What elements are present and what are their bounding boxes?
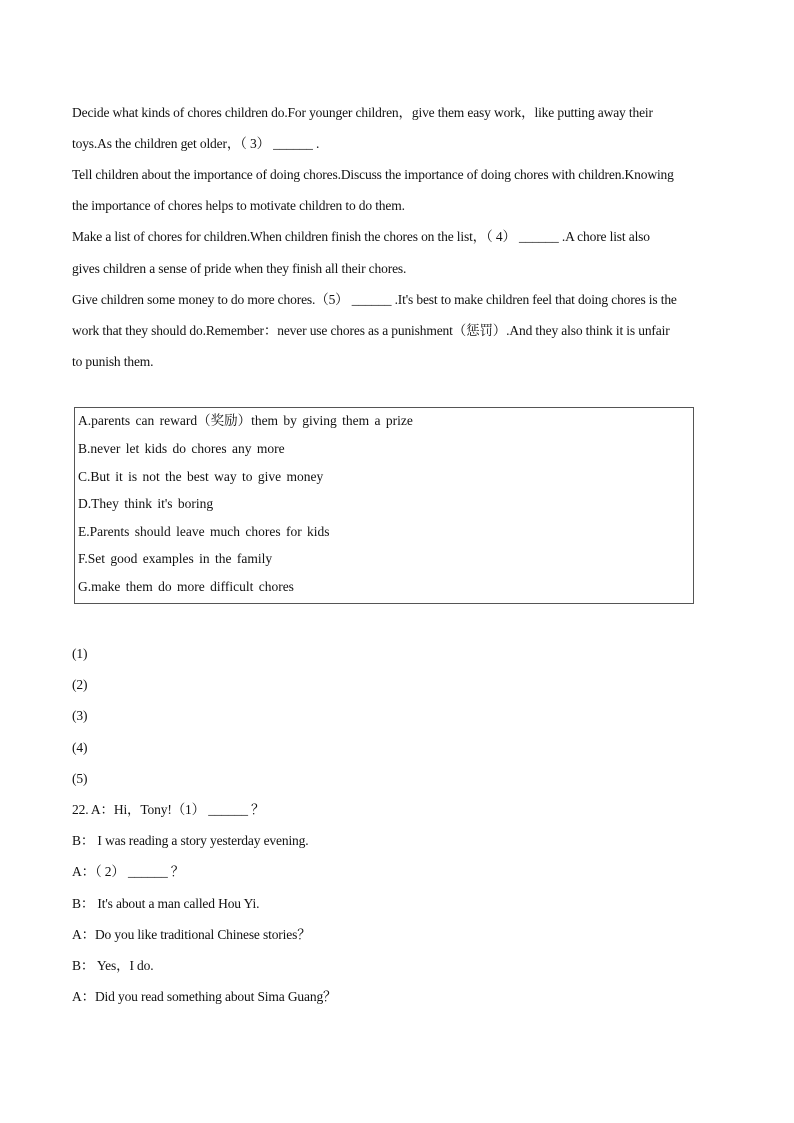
dialogue-line-1: 22. A：Hi，Tony!（1） ______ ？ [72,802,265,817]
option-g: G.make them do more difficult chores [78,579,294,594]
dialogue-line-6: B： Yes，I do. [72,958,154,973]
passage-line-5: Make a list of chores for children.When children finish the chores on the list，（ 4） ______ .A chore list also [72,229,650,244]
dialogue-line-2: B： I was reading a story yesterday evening. [72,833,309,848]
option-c: C.But it is not the best way to give money [78,469,324,484]
options-box [74,407,694,604]
option-a: A.parents can reward（奖励）them by giving them a prize [78,413,413,428]
option-f: F.Set good examples in the family [78,551,273,566]
dialogue-line-4: B： It's about a man called Hou Yi. [72,896,260,911]
answer-5: (5) [72,771,88,786]
option-e: E.Parents should leave much chores for kids [78,524,330,539]
passage-line-9: to punish them. [72,354,154,369]
passage-line-3: Tell children about the importance of doing chores.Discuss the importance of doing chores with children.Knowing [72,167,674,182]
passage-line-7: Give children some money to do more chores.（5） ______ .It's best to make children feel that doing chores is the [72,292,677,307]
passage-line-6: gives children a sense of pride when they finish all their chores. [72,261,407,276]
option-b: B.never let kids do chores any more [78,441,285,456]
answer-1: (1) [72,646,88,661]
passage-line-8: work that they should do.Remember：never use chores as a punishment（惩罚）.And they also think it is unfair [72,323,670,338]
dialogue-line-3: A：（ 2） ______ ？ [72,864,185,879]
answer-2: (2) [72,677,88,692]
option-d: D.They think it's boring [78,496,214,511]
answer-3: (3) [72,708,88,723]
passage-line-2: toys.As the children get older，（ 3） ______ . [72,136,320,151]
passage-line-4: the importance of chores helps to motivate children to do them. [72,198,405,213]
passage-line-1: Decide what kinds of chores children do.For younger children，give them easy work，like putting away their [72,105,653,120]
dialogue-line-7: A：Did you read something about Sima Guang？ [72,989,337,1004]
dialogue-line-5: A：Do you like traditional Chinese stories？ [72,927,311,942]
answer-4: (4) [72,740,88,755]
